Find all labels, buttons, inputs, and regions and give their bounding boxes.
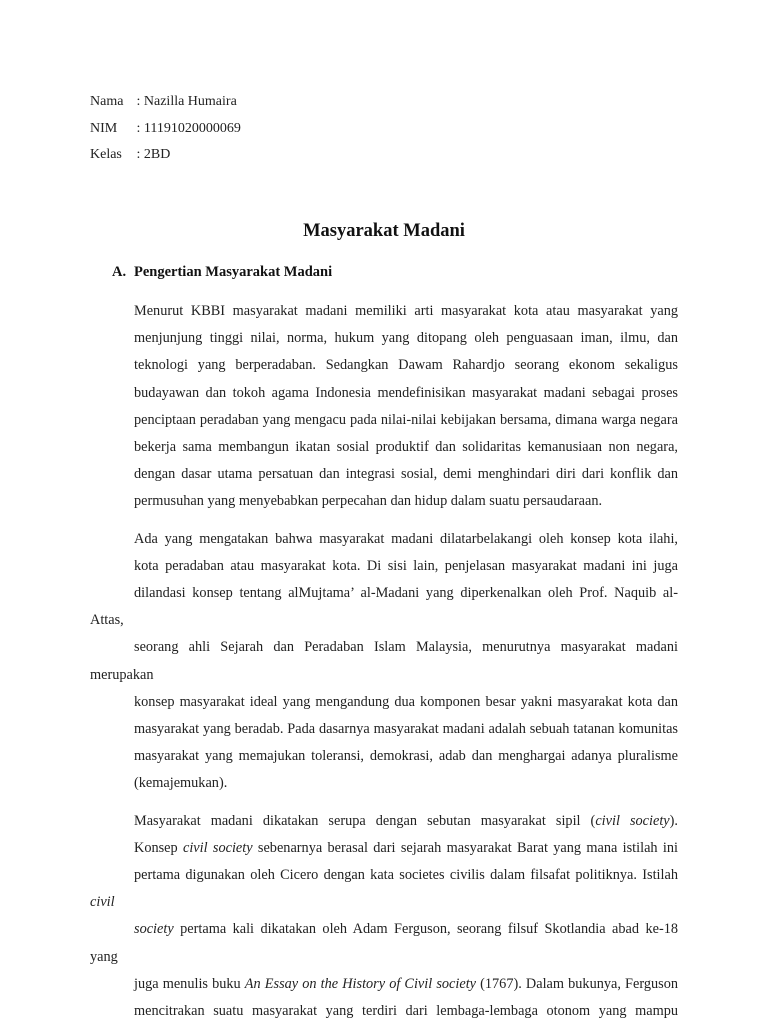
italic-term: civil society xyxy=(182,839,253,856)
paragraph-3 xyxy=(90,808,678,1026)
italic-term: An Essay on the History of Civil society xyxy=(244,975,477,992)
italic-term: civil xyxy=(90,894,115,911)
section-title: Pengertian Masyarakat Madani xyxy=(134,264,333,280)
text-run: Konsep xyxy=(134,839,183,856)
text-run: Masyarakat madani dikatakan serupa dengan sebutan masyarakat sipil ( xyxy=(134,812,596,829)
paragraph-line: bekerja sama membangun ikatan sosial produktif dan solidaritas kemanusiaan non negara, xyxy=(134,439,678,456)
class-label: Kelas xyxy=(90,147,122,162)
paragraph-line: menjunjung tinggi nilai, norma, hukum yang ditopang oleh penguasaan iman, ilmu, dan xyxy=(134,330,678,347)
name-label: Nama xyxy=(90,94,124,109)
italic-term: civil society xyxy=(595,812,670,829)
paragraph-line xyxy=(90,916,678,970)
paragraph-line xyxy=(90,808,678,835)
paragraph-line: seorang ahli Sejarah dan Peradaban Islam Malaysia, menurutnya masyarakat madani merupakan xyxy=(90,639,678,683)
italic-term: society xyxy=(134,921,174,938)
text-run: juga menulis buku xyxy=(134,975,245,992)
paragraph-1 xyxy=(90,298,678,516)
nim-label: NIM xyxy=(90,120,118,136)
body-text xyxy=(90,298,678,1035)
page-title: Masyarakat Madani xyxy=(303,221,465,241)
paragraph-line: kota peradaban atau masyarakat kota. Di sisi lain, penjelasan masyarakat madani ini juga xyxy=(134,557,678,574)
text-run: pertama digunakan oleh Cicero dengan kata societes civilis dalam filsafat politiknya. Istilah xyxy=(134,867,678,884)
paragraph-line xyxy=(90,971,678,998)
name-value: : Nazilla Humaira xyxy=(136,94,237,109)
section-heading xyxy=(112,264,332,281)
class-row xyxy=(90,142,241,169)
text-run: (1767). Dalam bukunya, Ferguson xyxy=(476,975,678,992)
paragraph-line: budayawan dan tokoh agama Indonesia mendefinisikan masyarakat madani sebagai proses xyxy=(134,384,678,401)
paragraph-2 xyxy=(90,526,678,798)
class-value: : 2BD xyxy=(136,147,171,162)
text-run: ). xyxy=(669,812,678,829)
nim-value: : 11191020000069 xyxy=(136,120,241,136)
section-letter: A. xyxy=(112,264,127,280)
paragraph-line: Ada yang mengatakan bahwa masyarakat madani dilatarbelakangi oleh konsep kota ilahi, xyxy=(134,530,678,547)
paragraph-line: masyarakat yang memajukan toleransi, demokrasi, adab dan menghargai adanya pluralisme xyxy=(134,748,678,765)
student-info xyxy=(90,89,241,169)
paragraph-line xyxy=(90,862,678,916)
paragraph-line: (kemajemukan). xyxy=(134,775,228,792)
paragraph-line: konsep masyarakat ideal yang mengandung dua komponen besar yakni masyarakat kota dan xyxy=(134,693,678,710)
paragraph-line: penciptaan peradaban yang mengacu pada nilai-nilai kebijakan bersama, dimana warga negara xyxy=(134,411,678,428)
paragraph-line: dengan dasar utama persatuan dan integrasi sosial, demi menghindari diri dari konflik dan xyxy=(134,466,678,483)
paragraph-line: mencitrakan suatu masyarakat yang terdiri dari lembaga-lembaga otonom yang mampu xyxy=(134,1003,678,1020)
text-run: pertama kali dikatakan oleh Adam Ferguson, seorang filsuf Skotlandia abad ke-18 yang xyxy=(90,921,678,965)
paragraph-line: teknologi yang berperadaban. Sedangkan Dawam Rahardjo seorang ekonom sekaligus xyxy=(134,357,678,374)
name-row xyxy=(90,89,241,116)
text-run: sebenarnya berasal dari sejarah masyarakat Barat yang mana istilah ini xyxy=(252,839,678,856)
paragraph-line: masyarakat yang beradab. Pada dasarnya masyarakat madani adalah sebuah tatanan komunitas xyxy=(134,721,678,738)
nim-row xyxy=(90,116,241,143)
paragraph-line xyxy=(90,835,678,862)
paragraph-line: dilandasi konsep tentang alMujtama’ al-Madani yang diperkenalkan oleh Prof. Naquib al-Attas, xyxy=(90,585,678,629)
paragraph-line: Menurut KBBI masyarakat madani memiliki arti masyarakat kota atau masyarakat yang xyxy=(134,303,678,319)
paragraph-line: permusuhan yang menyebabkan perpecahan dan hidup dalam suatu persaudaraan. xyxy=(134,493,603,510)
